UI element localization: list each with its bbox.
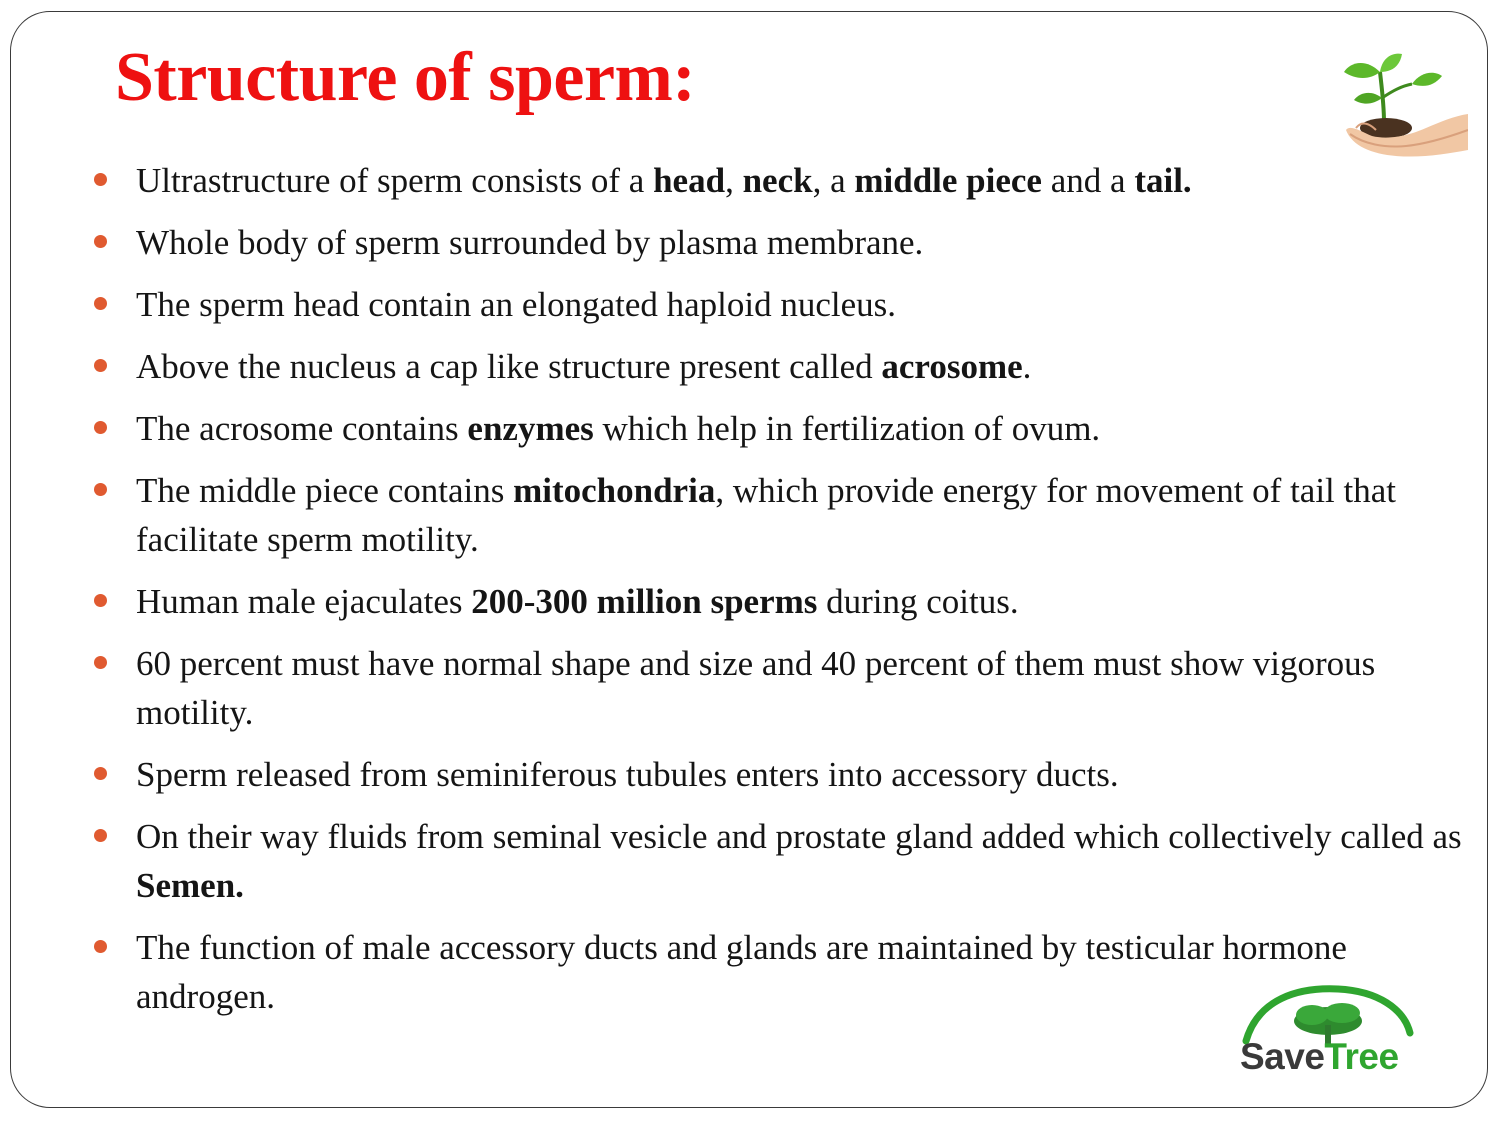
bullet-dot-icon [94, 359, 107, 372]
bullet-item [90, 466, 1470, 564]
bullet-item [90, 218, 1470, 267]
bullet-text: Ultrastructure of sperm consists of a [136, 161, 654, 200]
bullet-item [90, 812, 1470, 910]
bold-term: neck [742, 161, 813, 200]
bullet-text: , which provide energy for movement of tail that facilitate sperm motility. [136, 471, 1397, 559]
bullet-dot-icon [94, 940, 107, 953]
bullet-dot-icon [94, 656, 107, 669]
bullet-item [90, 156, 1470, 205]
bullet-text: Sperm released from seminiferous tubules enters into accessory ducts. [136, 755, 1119, 794]
bullet-text: The middle piece contains [136, 471, 514, 510]
bullet-text: On their way fluids from seminal vesicle and prostate gland added which collectively called as [136, 817, 1462, 856]
bullet-text: Above the nucleus a cap like structure present called [136, 347, 882, 386]
bullet-list [90, 156, 1470, 1034]
bold-term: tail. [1134, 161, 1192, 200]
bullet-text: . [1022, 347, 1032, 386]
bullet-item [90, 577, 1470, 626]
bullet-item [90, 404, 1470, 453]
bullet-text: , a [812, 161, 855, 200]
logo-word-save: Save [1240, 1036, 1325, 1077]
bullet-item [90, 750, 1470, 799]
logo-text [1240, 1036, 1399, 1078]
bullet-text: during coitus. [817, 582, 1019, 621]
bullet-text: and a [1041, 161, 1135, 200]
bold-term: head [653, 161, 726, 200]
bullet-text: , [725, 161, 743, 200]
bold-term: middle piece [854, 161, 1042, 200]
bullet-dot-icon [94, 297, 107, 310]
bullet-item [90, 639, 1470, 737]
bold-term: 200-300 million sperms [471, 582, 818, 621]
logo-word-tree: Tree [1324, 1036, 1399, 1077]
bold-term: enzymes [467, 409, 594, 448]
bold-term: acrosome [881, 347, 1023, 386]
bullet-dot-icon [94, 421, 107, 434]
bullet-text: Whole body of sperm surrounded by plasma membrane. [136, 223, 924, 262]
bold-term: mitochondria [513, 471, 716, 510]
bullet-text: The function of male accessory ducts and glands are maintained by testicular hormone androgen. [136, 928, 1347, 1016]
bullet-dot-icon [94, 594, 107, 607]
bullet-item [90, 342, 1470, 391]
bullet-dot-icon [94, 483, 107, 496]
bullet-text: The acrosome contains [136, 409, 468, 448]
slide-title: Structure of sperm: [115, 39, 696, 116]
bullet-dot-icon [94, 173, 107, 186]
bullet-dot-icon [94, 235, 107, 248]
bullet-dot-icon [94, 767, 107, 780]
bold-term: Semen. [136, 866, 244, 905]
bullet-item [90, 280, 1470, 329]
bullet-text: 60 percent must have normal shape and size and 40 percent of them must show vigorous motility. [136, 644, 1376, 732]
bullet-text: Human male ejaculates [136, 582, 472, 621]
bullet-dot-icon [94, 829, 107, 842]
bullet-text: which help in fertilization of ovum. [593, 409, 1101, 448]
plant-in-hands-icon [1336, 50, 1468, 158]
bullet-text: The sperm head contain an elongated haploid nucleus. [136, 285, 897, 324]
